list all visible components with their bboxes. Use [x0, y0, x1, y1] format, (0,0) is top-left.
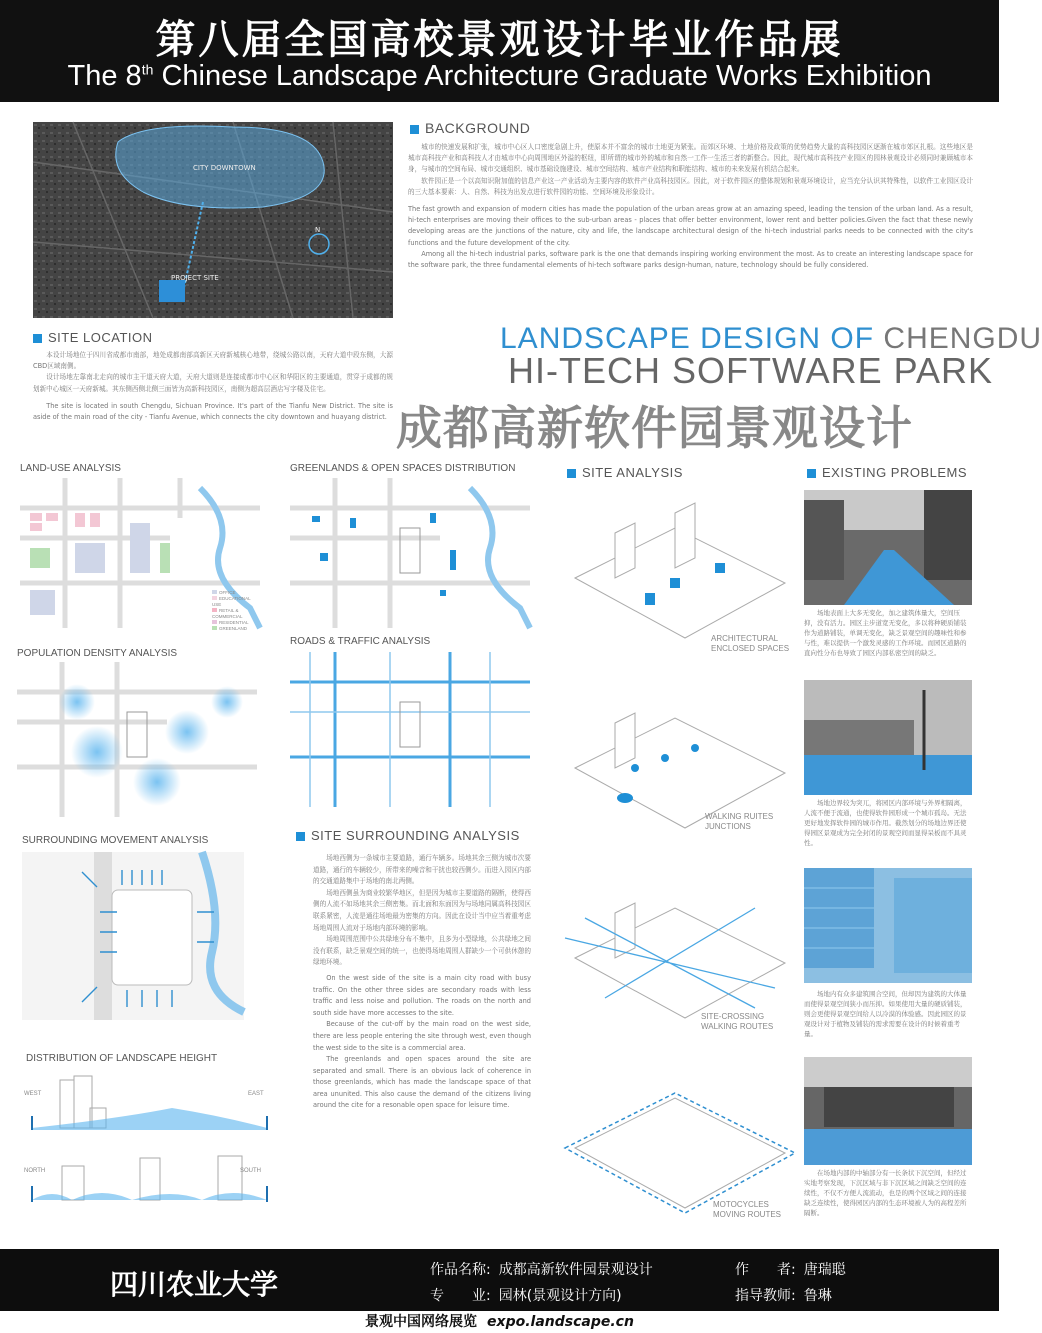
section-marker-icon — [807, 469, 816, 478]
roads-map — [290, 652, 530, 807]
axon-2 — [575, 713, 785, 828]
label-junctions: WALKING RUITES JUNCTIONS — [705, 812, 774, 831]
legend-greenland: GREENLAND — [212, 626, 260, 632]
label-motocycles: MOTOCYCLES MOVING ROUTES — [713, 1200, 782, 1219]
section-marker-icon — [567, 469, 576, 478]
footer-bar — [0, 1249, 999, 1333]
aerial-map-graphic — [33, 122, 393, 318]
problem-photo-2 — [804, 680, 972, 795]
axon-1 — [575, 503, 785, 638]
greenlands-heading: GREENLANDS & OPEN SPACES DISTRIBUTION — [290, 463, 516, 474]
problem-photo-3 — [804, 868, 972, 983]
movement-map — [22, 852, 244, 1020]
project-title-line2: HI-TECH SOFTWARE PARK — [508, 350, 994, 391]
axon-4 — [565, 1093, 795, 1213]
site-location-text: 本设计场地位于四川省成都市南部，地处成都南部高新区天府新城核心地带，绕城公路以南，天府大道中段东侧，大源CBD区域南侧。 设计场地左靠南北走向的城市主干道天府大道，天府大道则是连接成都市中心区和华阳区的主要通道，贯穿于成都的规划新中心城区一天府新城。其东侧西侧北侧三面皆为高新科技园区，南侧为超高层酒店写字楼及住宅。 The site is located in south Chengdu, Sichuan Province. It's part of the Tianfu New District. The site is aside of the main road of the city - Tianfu Avenue, which connects the city downtown and huayang district. — [33, 351, 393, 422]
exhibition-title-en: The 8th Chinese Landscape Architecture Graduate Works Exhibition — [67, 60, 932, 92]
legend-educational: EDUCATIONAL USE — [212, 596, 251, 607]
legend-retail: RETAIL & COMMERCIAL — [212, 608, 243, 619]
advisor-info: 指导教师: 鲁琳 — [735, 1288, 832, 1304]
project-title-cn: 成都高新软件园景观设计 — [396, 401, 913, 455]
landuse-heading: LAND-USE ANALYSIS — [20, 463, 121, 474]
label-enclosed: ARCHITECTURAL ENCLOSED SPACES — [711, 634, 790, 653]
problem-text-2: 场地边界较为突兀，将园区内部环境与外界相隔离，人流不便于流通，也使得软件园形成一个城市孤岛。无法更好地发挥软件园的城市作用。截然划分的场地边界还使得园区景观成为完全封闭的景观空间而显得呆板而不具灵性。 — [804, 799, 967, 847]
major-info: 专 业: 园林(景观设计方向) — [430, 1288, 622, 1304]
exhibition-title-cn: 第八届全国高校景观设计毕业作品展 — [155, 17, 844, 63]
background-heading: BACKGROUND — [410, 120, 530, 136]
section-marker-icon — [410, 125, 419, 134]
axon-3 — [565, 903, 785, 1018]
school-name: 四川农业大学 — [110, 1268, 279, 1301]
label-west: WEST — [24, 1091, 42, 1097]
label-south: SOUTH — [240, 1168, 261, 1174]
problem-text-3: 场地内有众多建筑围合空间，但却因为建筑的大体量而使得景观空间狭小而压抑。如果使用大量的硬质铺装，则会更使得景观空间给人以冷漠的体验感。因此园区的景观设计对于植物及铺装的需求需要在设计的时候着重考量。 — [804, 990, 967, 1038]
label-north: NORTH — [24, 1168, 46, 1174]
landuse-legend — [212, 590, 260, 632]
background-text: 城市的快速发展和扩张，城市中心区人口密度急剧上升，使原本并不富余的城市土地更为紧张。而郊区环境、土地价格及政策的优势趋势大量的高科技园区逐渐在城市郊区扎根。这些地区是城市高科技产业和高科技人才由城市中心向周围地区外溢的枢纽，即所谓的城市外的城市和自然一工作一生活三者的新整合。因此，现代城市高科技产业园区的园林景观设计必须同时兼顾城市本身，与城市的空间布局、城市交通组织、城市基础设施建设、城市空间结构、城市产业结构和职能结构、城市的未来发展有机结合起来。 软件园正是一个以高知识附加值的信息产业这一产业活动为主要内容的软件产业高科技园区。因此，对于软件园区的整体规划和景观环境设计，应当充分认识其特殊性，以软件工业园区设计的三大基本要素：人、自然、科技为出发点进行软件园的功能、空间环境及形象设计。 The fast growth and expansion of modern cities has made the population of the urban areas grow at an amazing speed, leading the tension of the urban land. As a result, hi-tech enterprises are moving their offices to the sub-urban areas - places that offer better environment, lower rent and better policies.Given the fact that these newly developing areas are the junctions of the nature, city and life, the landscape architectural design of the hi-tech industrial parks needs to be connected with the city's functions and the future development of the city. Among all the hi-tech industrial parks, software park is the one that demands inspiring working environment the most. As to create an interesting landscape space for the software park, the three fundamental elements of hi-tech software parks design-human, nature, technology should be fully considered. — [408, 143, 973, 270]
problem-text-4: 在场地内部的中轴部分有一长条状下沉空间，但经过实地考察发现，下沉区域与非下沉区域之间缺乏空间的连续性，不仅不方便人流流动，也是的两个区域之间的连接缺乏连续性，使得园区内部的生态环境被人为的高程差所隔断。 — [804, 1169, 967, 1217]
height-diagram — [22, 1068, 272, 1208]
north-arrow-label: N — [315, 226, 321, 234]
label-crossing: SITE-CROSSING WALKING ROUTES — [701, 1012, 774, 1031]
site-credit: 景观中国网络展览 expo.landscape.cn — [0, 1311, 999, 1333]
population-map — [17, 662, 257, 817]
work-info: 作品名称: 成都高新软件园景观设计 — [430, 1262, 653, 1278]
problems-heading: EXISTING PROBLEMS — [807, 465, 967, 480]
project-title-line1: LANDSCAPE DESIGN OF CHENGDU — [500, 322, 1042, 355]
movement-heading: SURROUNDING MOVEMENT ANALYSIS — [22, 835, 209, 846]
height-heading: DISTRIBUTION OF LANDSCAPE HEIGHT — [26, 1053, 218, 1064]
legend-residential: RESIDENTIAL — [212, 620, 260, 626]
site-location-heading: SITE LOCATION — [33, 330, 153, 345]
section-marker-icon — [296, 832, 305, 841]
site-analysis-diagrams — [555, 488, 795, 1228]
author-info: 作 者: 唐瑞聪 — [735, 1262, 846, 1278]
site-analysis-heading: SITE ANALYSIS — [567, 465, 683, 480]
section-marker-icon — [33, 334, 42, 343]
roads-heading: ROADS & TRAFFIC ANALYSIS — [290, 636, 431, 647]
population-heading: POPULATION DENSITY ANALYSIS — [17, 648, 178, 659]
surrounding-text: 场地西侧为一条城市主要道路，通行车辆多。场地其余三侧为城市次要道路，通行的车辆较少，所带来的噪音和干扰也较西侧少。而进入园区内部的交通道路集中于场地的南北两侧。 场地西侧虽为商业较繁华地区，但是因为城市主要道路的隔断，使得西侧的人流不如场地其余三侧密集。而北面和东面因为与场地同属高科技园区联系紧密，人流是通往场地最为密集的方向。因此在设计当中应当着重考虑场地周围人流对于场地内部环境的影响。 场地周围范围中公共绿地分布不集中，且多为小型绿地，公共绿地之间没有联系，缺乏景观空间的统一，也使得场地周围人群缺少一个可供休憩的绿地环境。 On the west side of the site is a main city road with busy traffic. On the other three sides are secondary roads with less traffic and less noise and pollution. The roads on the north and south side have more accesses to the site. Because of the cut-off by the main road on the west side, there are less people entering the site through west, even though the west side to the site is a commercial area. The greenlands and open spaces around the site are separated and small. There is an obvious lack of coherence in those greenlands, which has made the landscape space of that area ununited. This also cause the demand of the citizens living around the cite for a resonable open space for leisure time. — [313, 854, 531, 1110]
downtown-label: CITY DOWNTOWN — [193, 164, 256, 172]
exhibition-header — [0, 0, 999, 102]
label-east: EAST — [248, 1091, 264, 1097]
aerial-photo — [33, 122, 393, 318]
project-site-label: PROJECT SITE — [171, 274, 219, 282]
legend-office: OFFICE — [212, 590, 260, 596]
greenlands-map — [290, 478, 530, 628]
problem-photo-4 — [804, 1057, 972, 1165]
surrounding-heading: SITE SURROUNDING ANALYSIS — [296, 828, 520, 843]
problem-photo-1 — [804, 490, 972, 605]
landuse-map — [20, 478, 260, 631]
problem-text-1: 场地表面上大多无变化，加之建筑体量大，空间压抑，没有活力。园区主步道宽无变化，多以将种硬质铺装作为道路铺装，单调无变化，缺乏景观空间的趣味性和参与性，难以提供一个激发灵感的工作环境。而园区道路的直向性分布也导致了园区内部私密空间的缺乏。 — [804, 609, 967, 657]
